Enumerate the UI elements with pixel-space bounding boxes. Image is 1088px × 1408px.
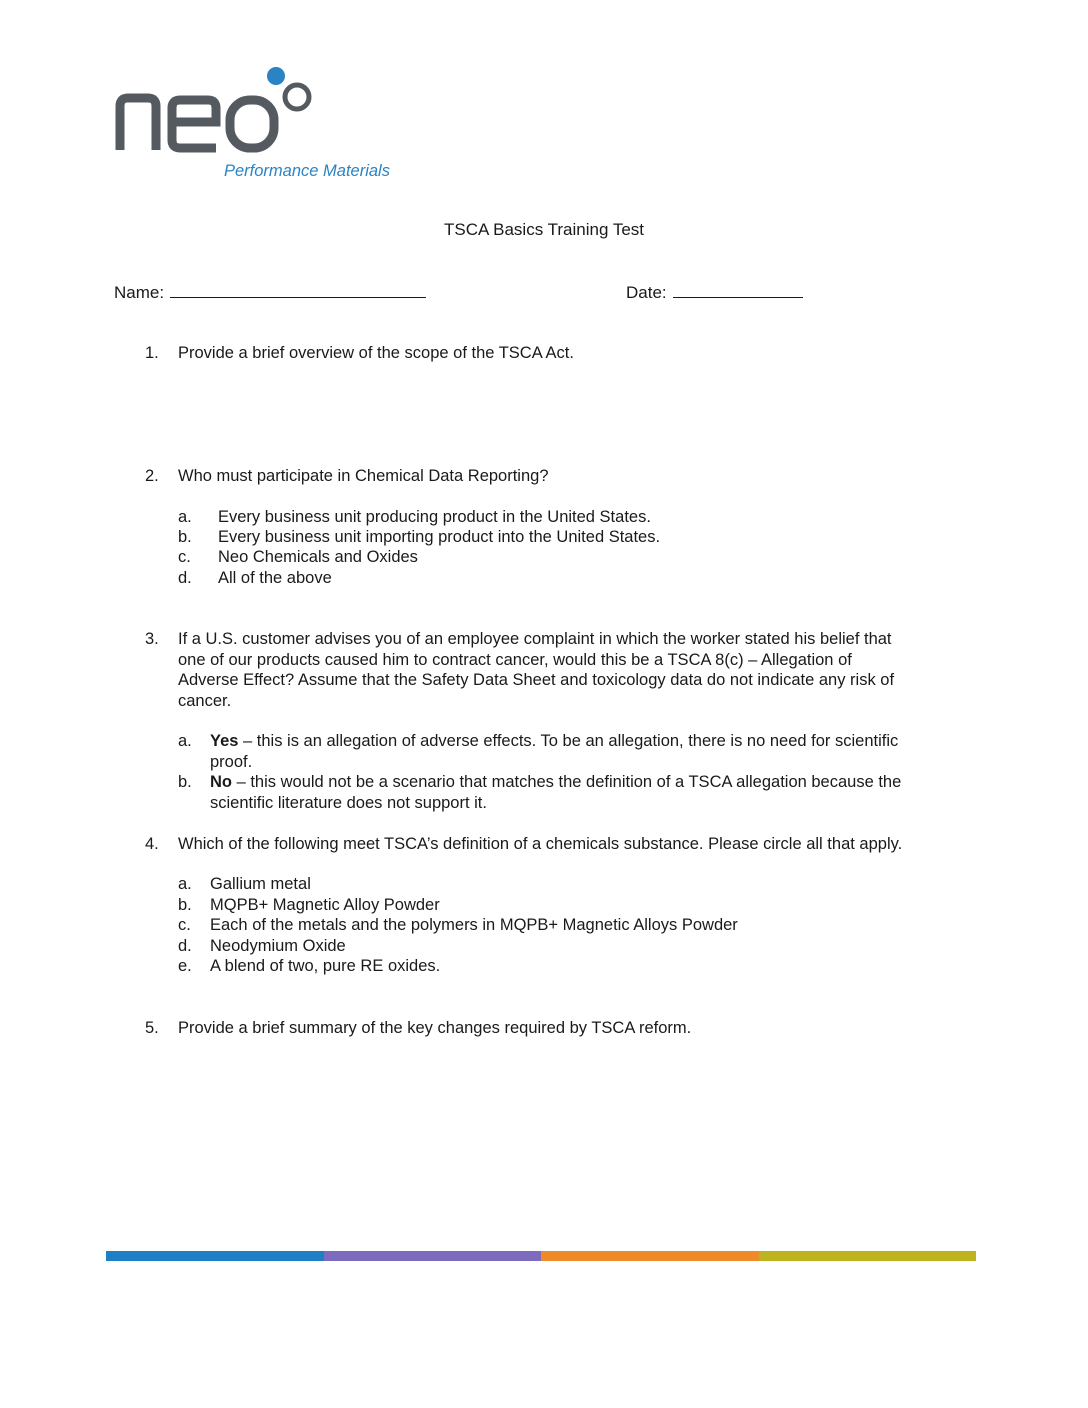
date-label: Date: <box>626 283 667 302</box>
question-number: 4. <box>145 835 159 853</box>
option-letter: a. <box>178 732 192 750</box>
logo-tagline: Performance Materials <box>224 162 390 180</box>
name-label: Name: <box>114 283 165 302</box>
option-text[interactable]: A blend of two, pure RE oxides. <box>210 957 441 975</box>
question-text-line: If a U.S. customer advises you of an employee complaint in which the worker stated his belief that <box>178 630 892 648</box>
question-number: 1. <box>145 344 159 362</box>
name-field[interactable] <box>114 281 426 303</box>
question-number: 5. <box>145 1019 159 1037</box>
option-letter: a. <box>178 875 192 893</box>
option-text[interactable] <box>210 772 901 793</box>
footer-bar-segment-orange <box>541 1251 759 1261</box>
option-text[interactable]: Every business unit importing product into the United States. <box>218 528 661 546</box>
question-number: 3. <box>145 630 159 648</box>
company-logo <box>110 60 430 190</box>
option-letter: c. <box>178 548 191 566</box>
question-text: Provide a brief overview of the scope of the TSCA Act. <box>178 344 574 362</box>
footer-bar-segment-olive <box>759 1251 976 1261</box>
option-text[interactable]: Neodymium Oxide <box>210 937 346 955</box>
option-letter: a. <box>178 508 192 526</box>
question-text-line: cancer. <box>178 692 232 710</box>
option-text[interactable] <box>210 731 898 752</box>
option-text-line: proof. <box>210 753 253 771</box>
option-text-line: scientific literature does not support it. <box>210 794 487 812</box>
footer-bar-segment-blue <box>106 1251 324 1261</box>
question-text: Provide a brief summary of the key changes required by TSCA reform. <box>178 1019 692 1037</box>
option-letter: b. <box>178 528 192 546</box>
footer-bar-segment-purple <box>324 1251 541 1261</box>
option-text-line: – this would not be a scenario that matches the definition of a TSCA allegation because the <box>232 773 902 791</box>
date-field[interactable] <box>626 281 803 303</box>
option-text-line: – this is an allegation of adverse effects. To be an allegation, there is no need for scientific <box>238 732 899 750</box>
option-letter: b. <box>178 896 192 914</box>
option-letter: d. <box>178 569 192 587</box>
question-text-line: one of our products caused him to contract cancer, would this be a TSCA 8(c) – Allegation of <box>178 651 852 669</box>
option-text[interactable]: All of the above <box>218 569 332 587</box>
option-letter: e. <box>178 957 192 975</box>
option-text[interactable]: MQPB+ Magnetic Alloy Powder <box>210 896 440 914</box>
option-text[interactable]: Each of the metals and the polymers in MQPB+ Magnetic Alloys Powder <box>210 916 738 934</box>
name-blank-line[interactable] <box>170 281 426 298</box>
option-text[interactable]: Neo Chemicals and Oxides <box>218 548 418 566</box>
option-bold-answer: No <box>210 773 232 791</box>
question-text: Who must participate in Chemical Data Reporting? <box>178 467 549 485</box>
option-letter: c. <box>178 916 191 934</box>
question-text: Which of the following meet TSCA’s definition of a chemicals substance. Please circle all that apply. <box>178 835 903 853</box>
date-blank-line[interactable] <box>673 281 803 298</box>
option-text[interactable]: Gallium metal <box>210 875 311 893</box>
option-bold-answer: Yes <box>210 732 239 750</box>
option-letter: d. <box>178 937 192 955</box>
question-number: 2. <box>145 467 159 485</box>
question-text-line: Adverse Effect? Assume that the Safety Data Sheet and toxicology data do not indicate any risk of <box>178 671 895 689</box>
option-letter: b. <box>178 773 192 791</box>
option-text[interactable]: Every business unit producing product in the United States. <box>218 508 651 526</box>
document-title: TSCA Basics Training Test <box>444 220 644 239</box>
